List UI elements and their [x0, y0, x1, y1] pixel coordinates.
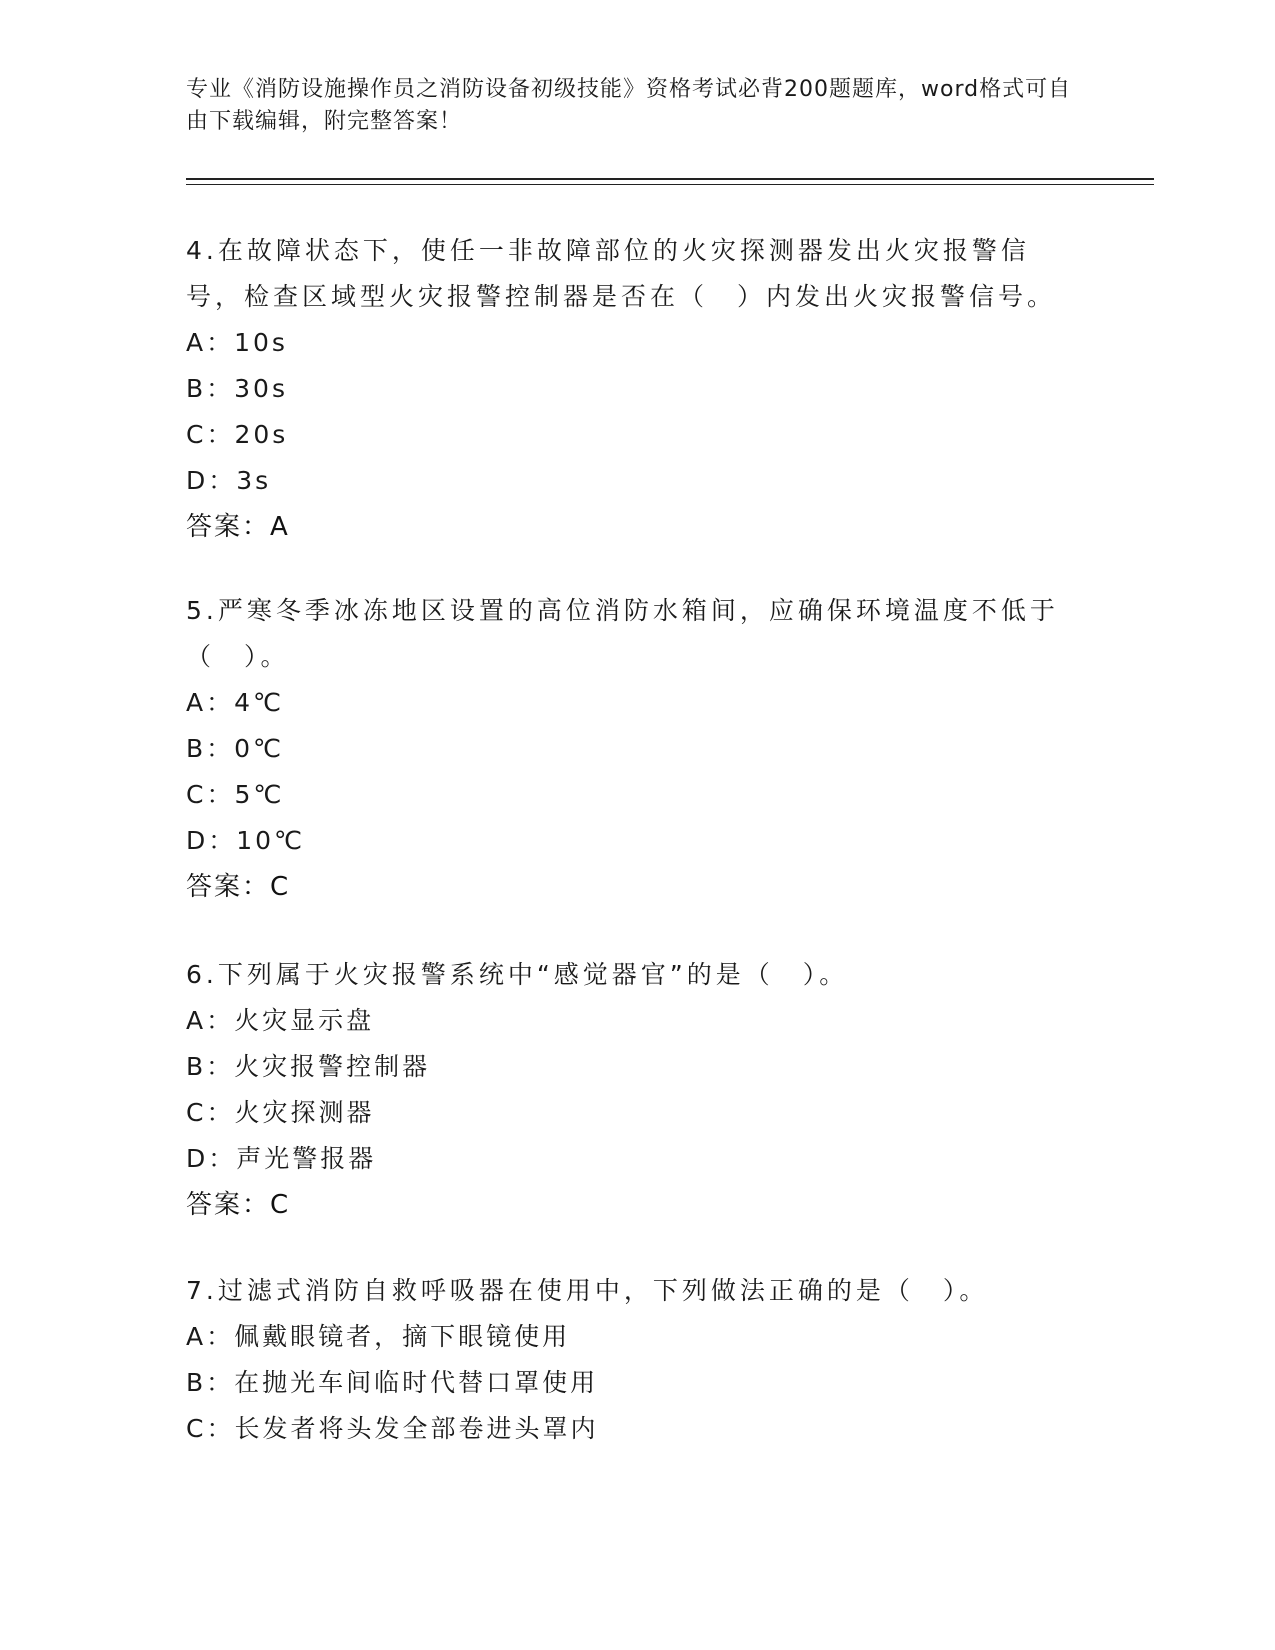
answer: 答案：C — [186, 872, 291, 902]
option-a: A：佩戴眼镜者，摘下眼镜使用 — [186, 1322, 571, 1351]
question-stem: 6.下列属于火灾报警系统中“感觉器官”的是（ ）。 — [186, 960, 849, 989]
header-divider-thick — [186, 178, 1154, 180]
question-4 — [186, 228, 1086, 550]
question-stem: 5.严寒冬季冰冻地区设置的高位消防水箱间，应确保环境温度不低于（ ）。 — [186, 596, 1059, 671]
question-5 — [186, 588, 1086, 910]
option-c: C：20s — [186, 420, 289, 449]
answer: 答案：C — [186, 1190, 291, 1220]
option-d: D：声光警报器 — [186, 1144, 377, 1173]
option-d: D：3s — [186, 466, 272, 495]
option-c: C：5℃ — [186, 780, 285, 809]
option-b: B：30s — [186, 374, 288, 403]
question-7 — [186, 1268, 1086, 1452]
question-6 — [186, 952, 1086, 1228]
question-stem: 4.在故障状态下，使任一非故障部位的火灾探测器发出火灾报警信号，检查区域型火灾报警控制器是否在（ ）内发出火灾报警信号。 — [186, 236, 1057, 311]
option-c: C：长发者将头发全部卷进头罩内 — [186, 1414, 599, 1443]
option-a: A：4℃ — [186, 688, 285, 717]
option-c: C：火灾探测器 — [186, 1098, 375, 1127]
option-a: A：10s — [186, 328, 288, 357]
option-b: B：在抛光车间临时代替口罩使用 — [186, 1368, 599, 1397]
question-stem: 7.过滤式消防自救呼吸器在使用中，下列做法正确的是（ ）。 — [186, 1276, 989, 1305]
option-b: B：0℃ — [186, 734, 285, 763]
header-divider-thin — [186, 184, 1154, 185]
answer: 答案：A — [186, 512, 290, 542]
option-a: A：火灾显示盘 — [186, 1006, 375, 1035]
option-b: B：火灾报警控制器 — [186, 1052, 431, 1081]
document-header: 专业《消防设施操作员之消防设备初级技能》资格考试必背200题题库，word格式可自由下载编辑，附完整答案！ — [186, 77, 1072, 134]
option-d: D：10℃ — [186, 826, 306, 855]
